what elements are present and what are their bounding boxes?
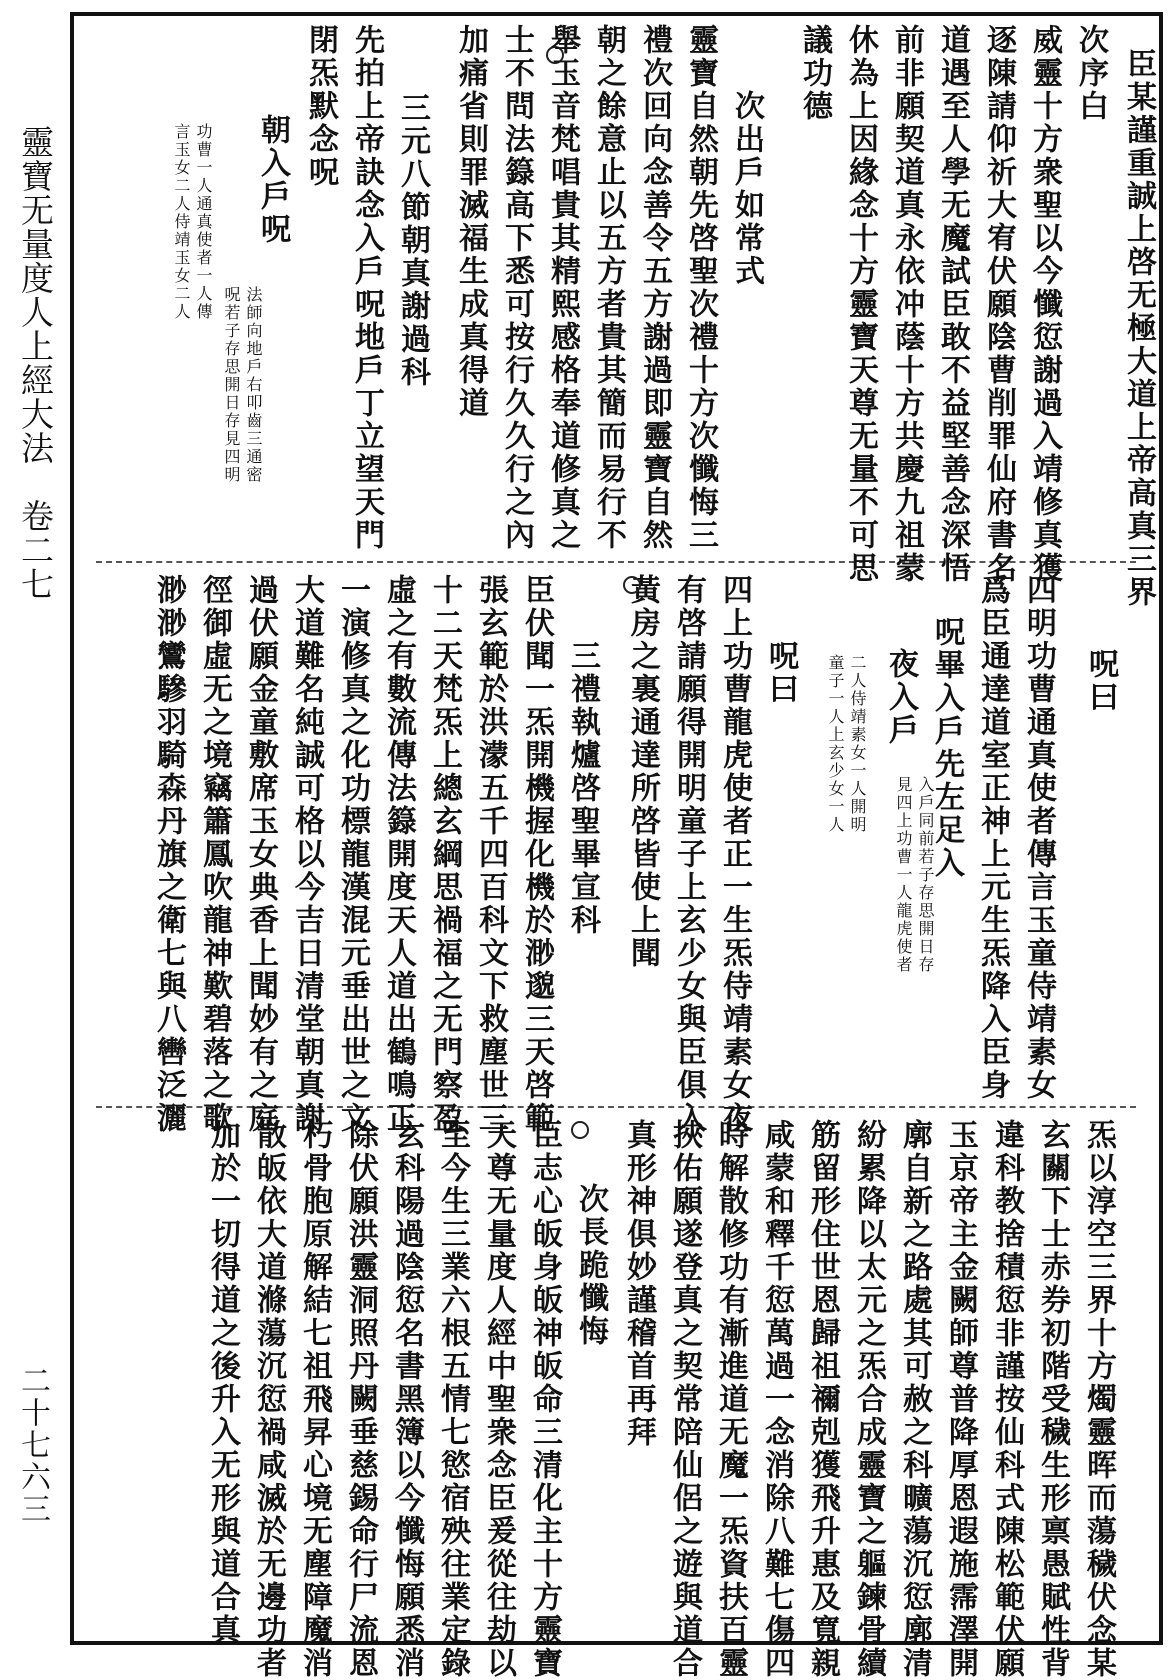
text-column: 威靈十方衆聖以今懺愆謝過入靖修真獲: [1027, 24, 1062, 585]
text-column: 禮次回向念善令五方謝過即靈寶自然: [637, 24, 672, 552]
text-column: 加痛省則罪滅福生成真得道: [453, 24, 488, 420]
text-column: 違科教捨積愆非謹按仙科式陳松範伏願: [989, 1119, 1024, 1680]
text-band-top: [74, 18, 1159, 609]
text-band-middle: [74, 568, 1159, 1135]
margin-title: [2, 125, 55, 601]
text-column: 玄科陽過陰愆名書黑簿以今懺悔願悉消: [389, 1119, 424, 1680]
text-column: 十二天梵炁上總玄綱思禍福之无門察盈: [427, 574, 462, 1135]
text-column: 有啓請願得開明童子上玄少女與臣俱入: [671, 574, 706, 1135]
text-column: 朝入戶呪: [255, 114, 290, 246]
text-column: 爲臣通達道室正神上元生炁降入臣身: [975, 574, 1010, 1102]
volume-label: 卷二七: [16, 499, 55, 601]
text-column: 至今生三業六根五情七慾宿殃往業定錄: [435, 1119, 470, 1680]
text-column: 大道難名純誠可格以今吉日清堂朝真謝: [289, 574, 324, 1135]
text-column: 加於一切得道之後升入无形與道合真: [205, 1119, 240, 1647]
text-column: 廓自新之路處其可赦之科曠蕩沉愆廓清: [897, 1119, 932, 1680]
text-column: 靈寶自然朝先啓聖次禮十方次懺悔三: [683, 24, 718, 552]
text-column: 次長跪懺悔: [573, 1183, 608, 1348]
annotation-column: 言玉女二人侍靖玉女二人: [172, 123, 191, 321]
text-column: 士不問法籙高下悉可按行久久行之內: [499, 24, 534, 552]
text-column: 四上功曹龍虎使者正一生炁侍靖素女夜: [717, 574, 752, 1135]
text-column: 張玄範於洪濛五千四百科文下救塵世三: [473, 574, 508, 1135]
text-band-bottom: [74, 1113, 1159, 1680]
text-column: 次序白: [1073, 24, 1108, 123]
annotation-column: 見四上功曹一人龍虎使者: [894, 776, 913, 974]
text-column: 真形神俱妙謹稽首再拜: [621, 1119, 656, 1449]
text-column: 臣伏聞一炁開機握化機於渺邈三天啓範: [519, 574, 554, 1135]
text-column: 議功德: [797, 24, 832, 123]
annotation-column: 二人侍靖素女一人開明: [848, 654, 867, 834]
text-column: 時解散修功有漸進道无魔一炁資扶百靈: [713, 1119, 748, 1680]
text-column: 炁以淳空三界十方燭靈晖而蕩穢伏念某: [1081, 1119, 1116, 1680]
text-column: 紛累降以太元之炁合成靈寶之軀鍊骨續: [851, 1119, 886, 1680]
text-column: 夜入戶: [883, 648, 918, 747]
text-column: 逐陳請仰祈大宥伏願陰曹削罪仙府書名: [981, 24, 1016, 585]
text-column: 徑御虛无之境竊簫鳳吹龍神歎碧落之歌: [197, 574, 232, 1135]
text-column: 虛之有數流傳法籙開度天人道出鶴鳴正: [381, 574, 416, 1135]
circle-mark: [623, 576, 641, 594]
text-column: 呪曰: [763, 640, 798, 706]
book-title: 靈寶无量度人上經大法: [16, 125, 55, 465]
annotation-column: 功曹一人通真使者一人傳: [194, 123, 213, 321]
annotation-column: 法師向地戶右叩齒三通密: [244, 286, 263, 484]
text-column: 呪畢入戶先左足入: [929, 616, 964, 880]
text-column: 一演修真之化功標龍漢混元垂出世之文: [335, 574, 370, 1135]
text-column: 咸蒙和釋千愆萬過一念消除八難七傷四: [759, 1119, 794, 1680]
text-column: 臣某謹重誠上啓无極大道上帝高真三界: [1121, 48, 1156, 609]
text-column: 除伏願洪靈洞照丹闕垂慈錫命行尸流恩: [343, 1119, 378, 1680]
text-column: 臣志心皈身皈神皈命三清化主十方靈寶: [527, 1119, 562, 1680]
text-column: 黃房之裏通達所啓皆使上聞: [625, 574, 660, 970]
annotation-column: 童子一人上玄少女一人: [826, 654, 845, 834]
text-column: 過伏願金童敷席玉女典香上聞妙有之庭: [243, 574, 278, 1135]
text-column: 三禮執爐啓聖畢宣科: [565, 640, 600, 937]
page-number: 二十七六三: [15, 1365, 50, 1525]
circle-mark: [571, 1121, 589, 1139]
text-column: 三元八節朝真謝過科: [395, 92, 430, 389]
text-column: 天尊无量度人經中聖衆念臣爰從往劫以: [481, 1119, 516, 1680]
annotation-column: 入戶同前若子存思開日存: [916, 776, 935, 974]
text-column: 朝之餘意止以五方者貴其簡而易行不: [591, 24, 626, 552]
text-column: 呪曰: [1083, 648, 1118, 714]
text-column: 筋留形住世恩歸祖禰剋獲飛升惠及寬親: [805, 1119, 840, 1680]
text-column: 玄關下士赤券初階受穢生形禀愚賦性背: [1035, 1119, 1070, 1680]
annotation-column: 呪若子存思開日存見四明: [222, 286, 241, 484]
text-column: 前非願契道真永依冲蔭十方共慶九祖蒙: [889, 24, 924, 585]
text-column: 舉玉音梵唱貴其精熙感格奉道修真之: [545, 24, 580, 552]
text-column: 朽骨胞原解結七祖飛昇心境无塵障魔消: [297, 1119, 332, 1680]
text-column: 閉炁默念呪: [303, 24, 338, 189]
text-column: 四明功曹通真使者傳言玉童侍靖素女: [1021, 574, 1056, 1102]
text-column: 玉京帝主金闕師尊普降厚恩遐施霈澤開: [943, 1119, 978, 1680]
text-column: 先拍上帝訣念入戶呪地戶丁立望天門: [349, 24, 384, 552]
text-column: 挾佑願遂登真之契常陪仙侶之遊與道合: [667, 1119, 702, 1680]
text-column: 渺渺鸞驂羽騎森丹旗之衛七與八轡泛灑: [151, 574, 186, 1135]
text-column: 次出戶如常式: [729, 90, 764, 288]
text-column: 散皈依大道滌蕩沉愆禍咸滅於无邊功者: [251, 1119, 286, 1680]
text-column: 道遇至人學无魔試臣敢不益堅善念深悟: [935, 24, 970, 585]
text-column: 休為上因緣念十方靈寶天尊无量不可思: [843, 24, 878, 585]
